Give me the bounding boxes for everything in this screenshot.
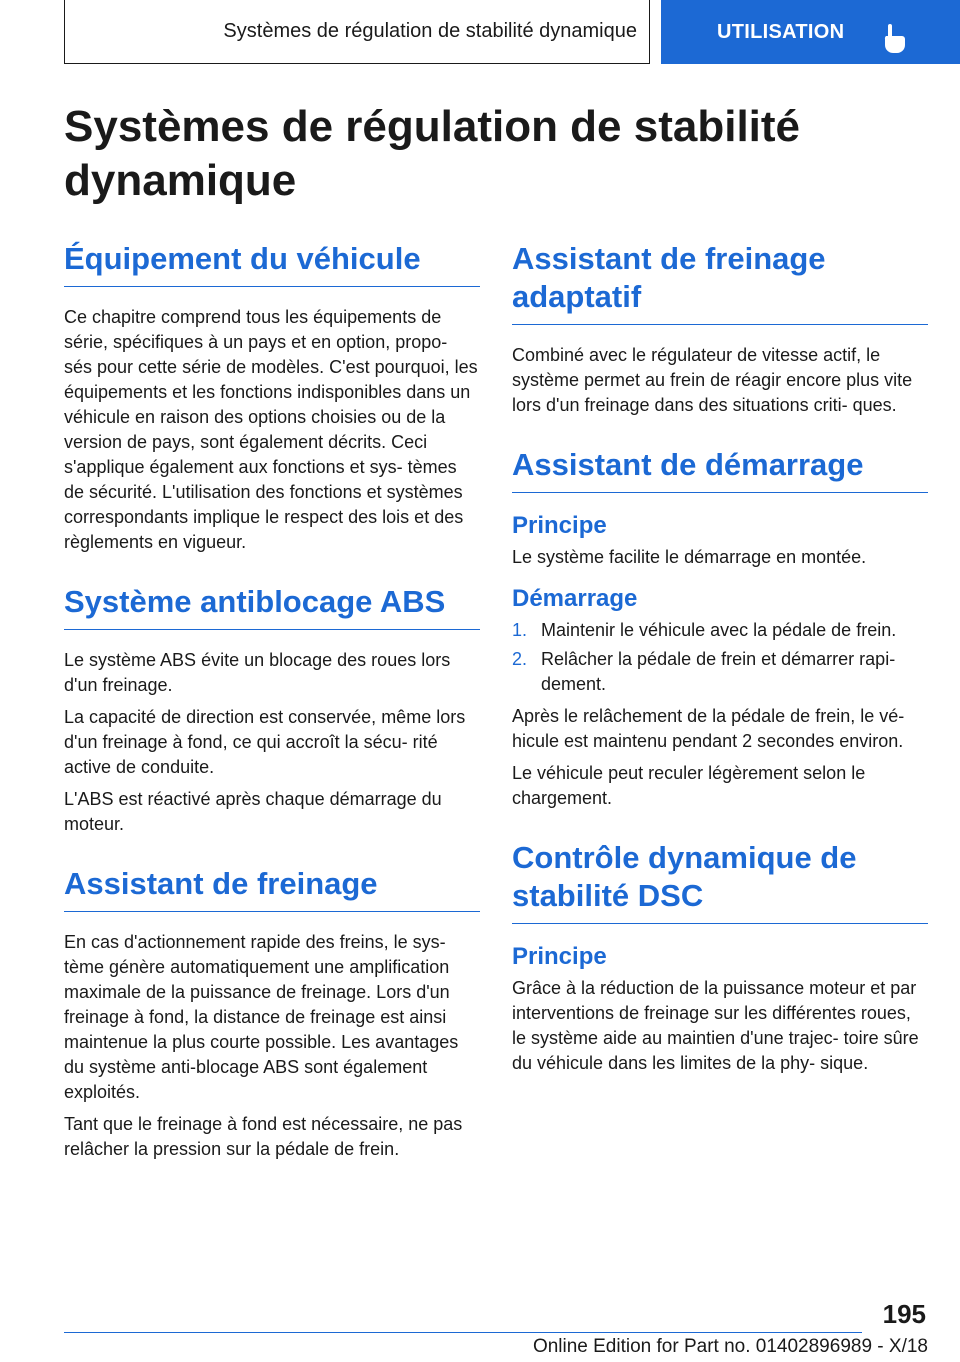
step-number: 1. — [512, 620, 528, 640]
page-header — [0, 0, 960, 66]
section-title: UTILISATION — [717, 20, 845, 43]
section-start-assist — [512, 446, 928, 811]
equipment-text: Ce chapitre comprend tous les équipements de série, spécifiques à un pays et en option, propo‐ sés pour cette série de modèles. C'est pourquoi, les équipements et les fonctions indisponibles dans un véhicule en raison des options choisies ou de la version de pays, sont également décrits. Ceci s'applique également aux fonctions et sys‐ tèmes de sécurité. L'utilisation des fonctions et systèmes correspondants implique le respect des lois et des règlements en vigueur. — [64, 307, 478, 552]
step-text: Maintenir le véhicule avec la pédale de frein. — [541, 620, 897, 640]
section-adaptive-brake — [512, 240, 928, 418]
section-dsc — [512, 839, 928, 1076]
step-text: Relâcher la pédale de frein et démarrer rapi‐ dement. — [541, 649, 896, 694]
brake-assist-text-2: Tant que le freinage à fond est nécessaire, ne pas relâcher la pression sur la pédale de frein. — [64, 1114, 463, 1159]
edition-note: Online Edition for Part no. 01402896989 - X/18 — [532, 1336, 928, 1357]
heading-demarrage: Démarrage — [512, 585, 638, 612]
step-number: 2. — [512, 649, 528, 669]
dsc-principle-text: Grâce à la réduction de la puissance moteur et par interventions de freinage sur les différentes roues, le système aide au maintien d'une trajec‐ toire sûre du véhicule dans les limites de la phy‐ sique. — [512, 978, 919, 1073]
section-abs — [64, 583, 480, 837]
page-number: 195 — [882, 1299, 926, 1329]
heading-adaptive-brake: Assistant de freinage adaptatif — [512, 240, 928, 325]
section-brake-assist — [64, 865, 480, 1162]
heading-dsc-principle: Principe — [512, 943, 607, 970]
section-tab — [661, 0, 960, 64]
chapter-tab — [64, 0, 650, 64]
page-title: Systèmes de régulation de stabilité dynamique — [64, 102, 801, 205]
heading-brake-assist: Assistant de freinage — [64, 865, 480, 912]
left-column — [64, 240, 480, 1190]
start-assist-procedure — [512, 584, 928, 811]
section-equipment — [64, 240, 480, 555]
footer-divider — [64, 1332, 862, 1333]
heading-dsc: Contrôle dynamique de stabilité DSC — [512, 839, 928, 924]
start-assist-principle — [512, 511, 928, 570]
list-item — [512, 647, 928, 697]
abs-text-3: L'ABS est réactivé après chaque démarrage du moteur. — [64, 789, 442, 834]
heading-abs: Système antiblocage ABS — [64, 583, 480, 630]
right-column — [512, 240, 928, 1104]
dsc-principle — [512, 942, 928, 1076]
heading-equipment: Équipement du véhicule — [64, 240, 480, 287]
chapter-title: Systèmes de régulation de stabilité dynamique — [223, 20, 637, 42]
abs-text-2: La capacité de direction est conservée, même lors d'un freinage à fond, ce qui accroît la sécu‐ rité active de conduite. — [64, 707, 466, 777]
start-assist-text-2: Le véhicule peut reculer légèrement selon le chargement. — [512, 763, 866, 808]
steps-list — [512, 618, 928, 697]
list-item — [512, 618, 928, 643]
heading-principle: Principe — [512, 512, 607, 539]
start-assist-text-1: Après le relâchement de la pédale de frein, le vé‐ hicule est maintenu pendant 2 secondes environ. — [512, 706, 905, 751]
adaptive-brake-text: Combiné avec le régulateur de vitesse actif, le système permet au frein de réagir encore plus vite lors d'un freinage dans des situations criti‐ ques. — [512, 345, 913, 415]
heading-start-assist: Assistant de démarrage — [512, 446, 928, 493]
pointing-hand-icon — [883, 24, 905, 54]
principle-text: Le système facilite le démarrage en montée. — [512, 547, 867, 567]
abs-text-1: Le système ABS évite un blocage des roues lors d'un freinage. — [64, 650, 451, 695]
brake-assist-text-1: En cas d'actionnement rapide des freins, le sys‐ tème génère automatiquement une amplification maximale de la puissance de freinage. Lors d'un freinage à fond, la distance de freinage est ainsi maintenue la plus courte possible. Les avantages du système anti‐blocage ABS sont également exploités. — [64, 932, 459, 1102]
